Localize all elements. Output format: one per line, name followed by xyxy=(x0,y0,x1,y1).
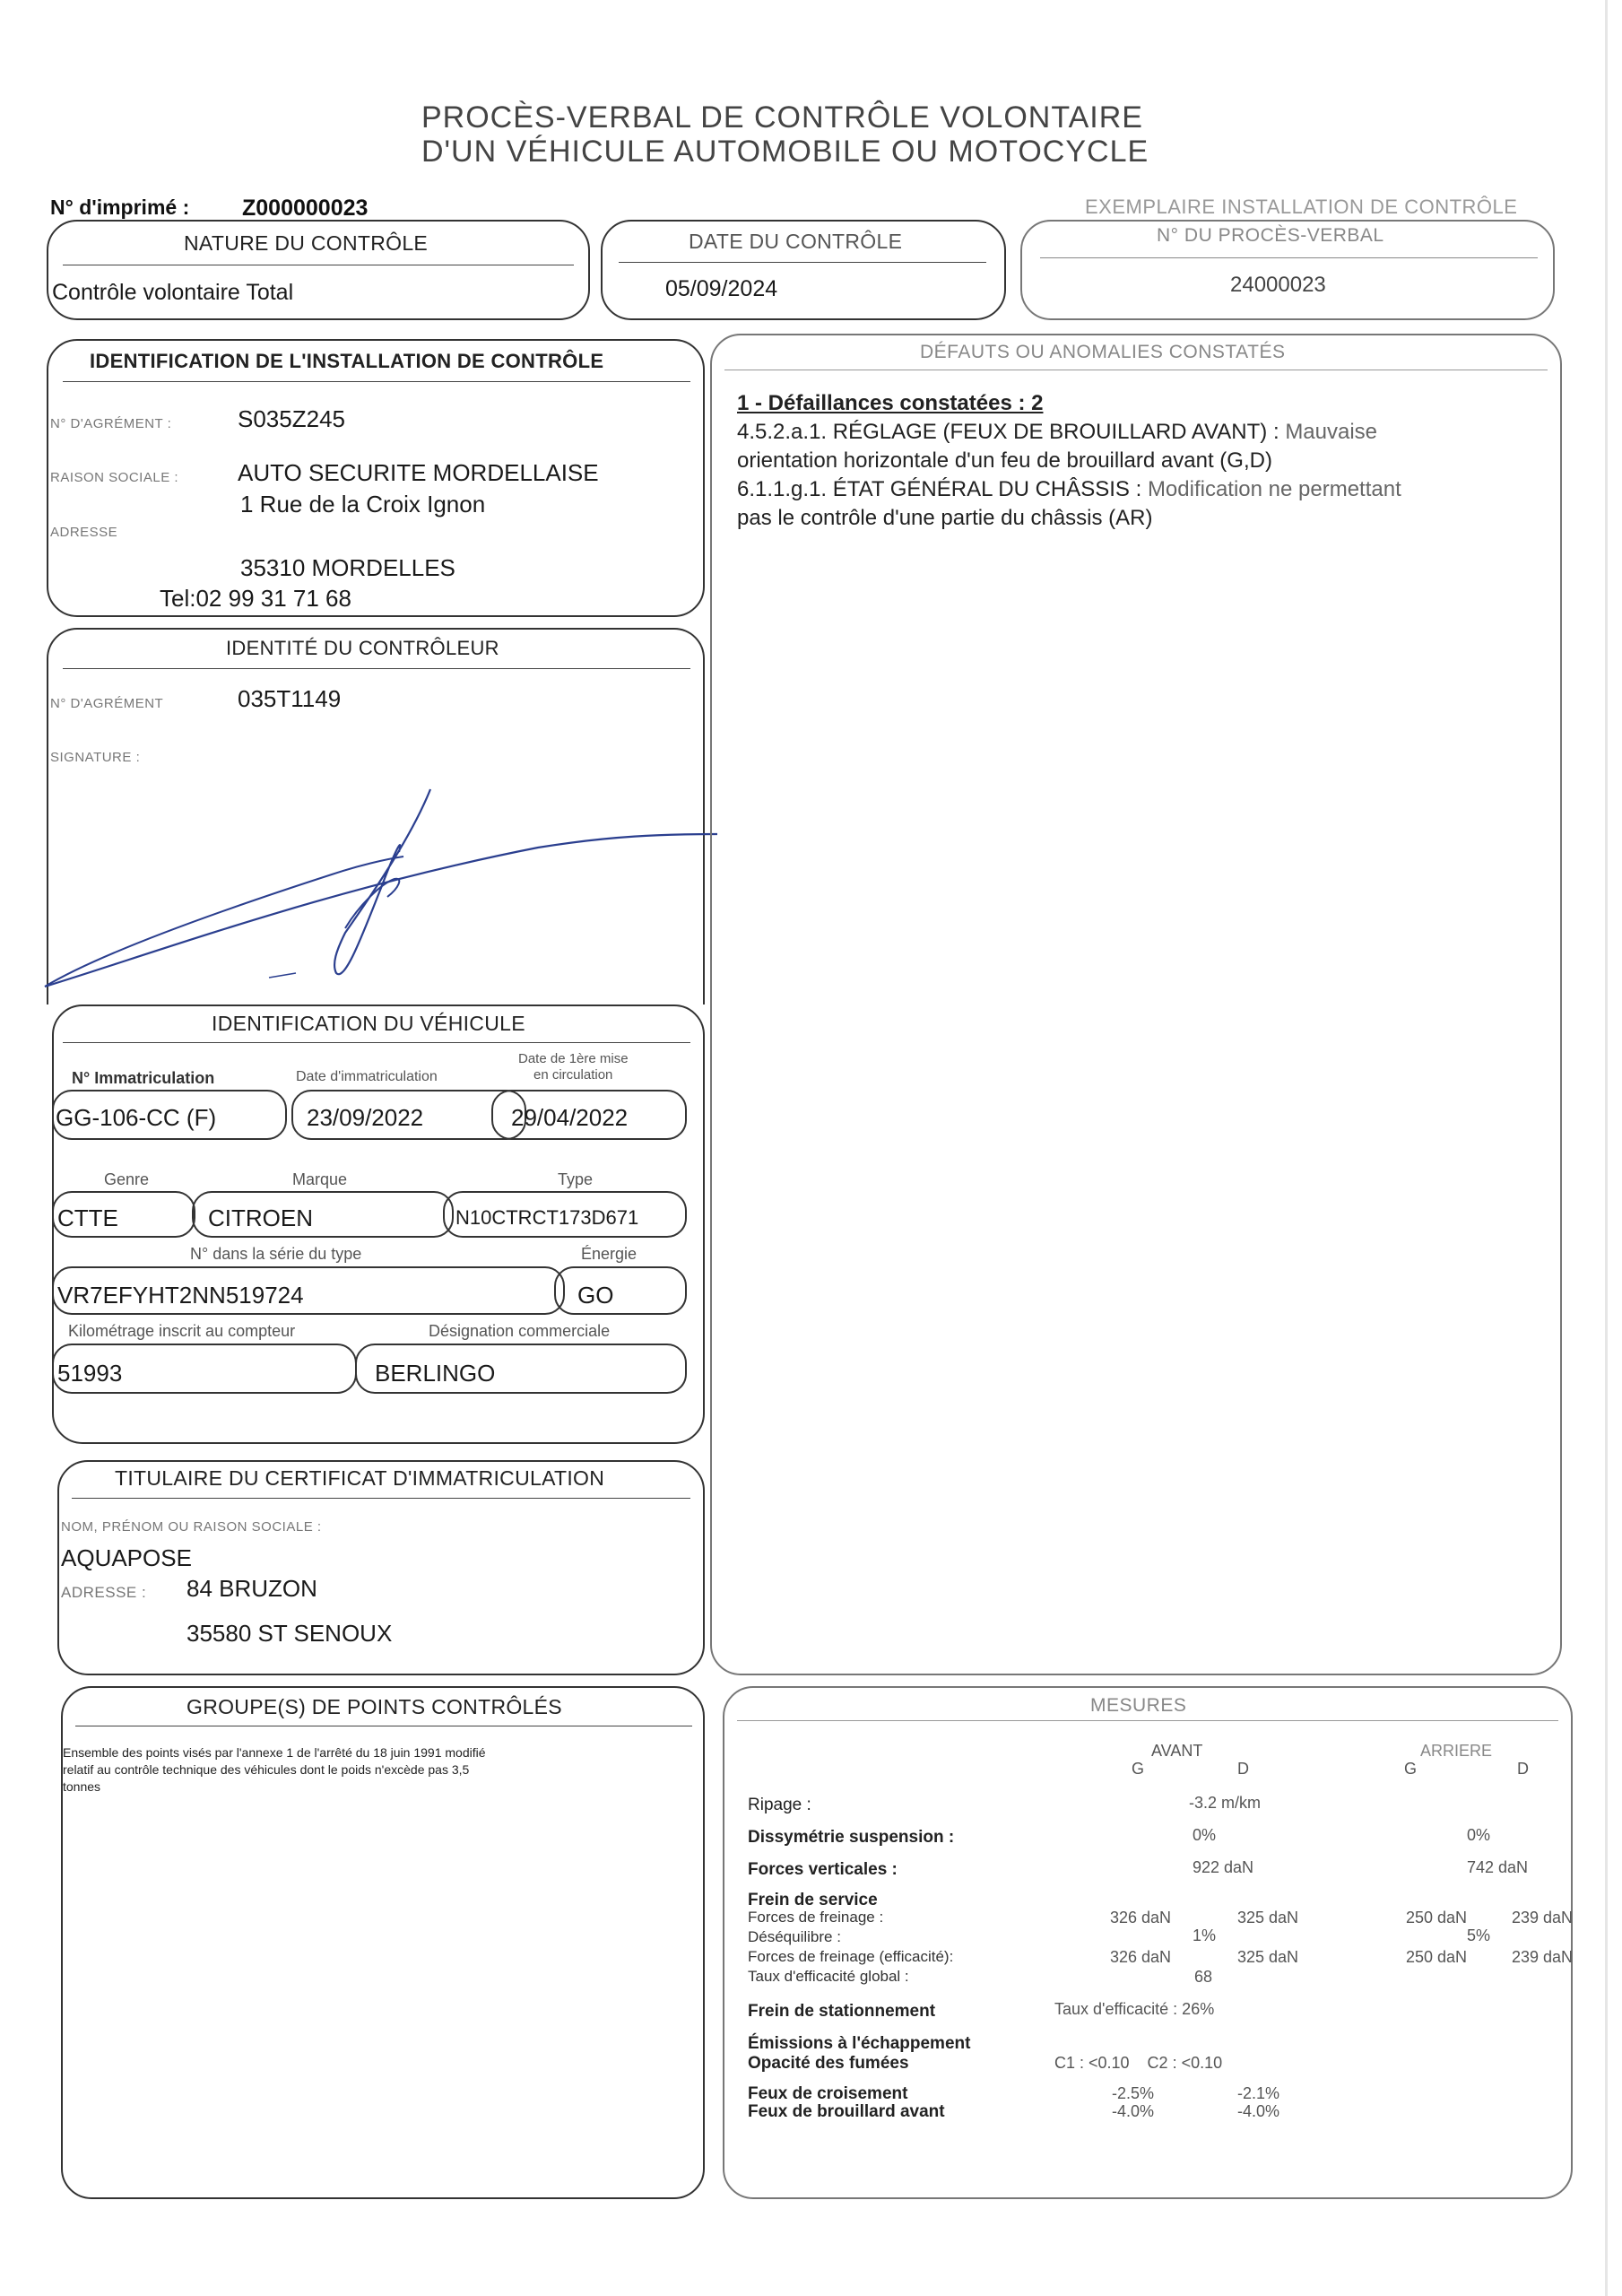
genre-label: Genre xyxy=(104,1170,150,1188)
mesures-divider xyxy=(737,1720,1558,1721)
km-value: 51993 xyxy=(57,1360,123,1387)
vehicule-title: IDENTIFICATION DU VÉHICULE xyxy=(212,1012,525,1035)
genre-value: CTTE xyxy=(57,1205,118,1231)
pv-label: N° DU PROCÈS-VERBAL xyxy=(1157,225,1384,246)
marque-value: CITROEN xyxy=(208,1205,313,1231)
immat-value: GG-106-CC (F) xyxy=(56,1104,217,1131)
forces-verticales-label: Forces verticales : xyxy=(748,1860,898,1879)
type-label: Type xyxy=(558,1170,594,1188)
ripage-value: -3.2 m/km xyxy=(1189,1794,1262,1812)
feux-croisement-g: -2.5% xyxy=(1112,2084,1155,2102)
forces-freinage-label: Forces de freinage : xyxy=(748,1909,884,1926)
forces-verticales-arriere: 742 daN xyxy=(1467,1858,1529,1876)
installation-adresse-line2: 35310 MORDELLES xyxy=(240,554,455,581)
dissymetrie-arriere: 0% xyxy=(1467,1826,1491,1844)
defaut-1-line1 xyxy=(737,420,1377,445)
feux-brouillard-d: -4.0% xyxy=(1237,2102,1280,2120)
emissions-label: Émissions à l'échappement xyxy=(748,2034,971,2053)
controleur-title: IDENTITÉ DU CONTRÔLEUR xyxy=(226,637,499,659)
marque-label: Marque xyxy=(292,1170,348,1188)
opacite-value: C1 : <0.10 C2 : <0.10 xyxy=(1054,2054,1223,2072)
avant-d: D xyxy=(1237,1760,1249,1778)
frein-stationnement-value: Taux d'efficacité : 26% xyxy=(1054,2000,1215,2018)
defaut-2-line1 xyxy=(737,477,1401,502)
ripage-label: Ripage : xyxy=(748,1796,811,1814)
titulaire-nom-label: NOM, PRÉNOM OU RAISON SOCIALE : xyxy=(61,1519,322,1535)
km-label: Kilométrage inscrit au compteur xyxy=(68,1322,296,1340)
defauts-title: DÉFAUTS OU ANOMALIES CONSTATÉS xyxy=(920,342,1286,362)
date-immat-label: Date d'immatriculation xyxy=(296,1069,438,1084)
fe-avant-g: 326 daN xyxy=(1110,1948,1172,1966)
installation-adresse-label: ADRESSE xyxy=(50,525,118,540)
installation-divider xyxy=(63,381,690,382)
date-mise-value: 29/04/2022 xyxy=(511,1104,629,1131)
serie-value: VR7EFYHT2NN519724 xyxy=(57,1282,304,1309)
fe-arriere-d: 239 daN xyxy=(1512,1948,1574,1966)
pv-divider xyxy=(1040,257,1538,258)
signature-image xyxy=(36,771,735,996)
document-title-line1: PROCÈS-VERBAL DE CONTRÔLE VOLONTAIRE xyxy=(421,100,1143,135)
ff-arriere-g: 250 daN xyxy=(1406,1909,1468,1926)
installation-agrement-value: S035Z245 xyxy=(238,405,345,432)
installation-title: IDENTIFICATION DE L'INSTALLATION DE CONTRÔLE xyxy=(90,350,604,372)
serie-label: N° dans la série du type xyxy=(190,1245,362,1263)
forces-efficacite-label: Forces de freinage (efficacité): xyxy=(748,1948,954,1965)
defaut-2-code: 6.1.1.g.1. ÉTAT GÉNÉRAL DU CHÂSSIS : xyxy=(737,477,1142,501)
date-mise-label1: Date de 1ère mise xyxy=(518,1051,629,1066)
energie-value: GO xyxy=(577,1282,614,1309)
controleur-agrement-value: 035T1149 xyxy=(238,685,342,712)
desequilibre-avant: 1% xyxy=(1193,1926,1217,1944)
titulaire-adresse-line1: 84 BRUZON xyxy=(186,1575,317,1602)
energie-label: Énergie xyxy=(581,1245,638,1263)
controleur-divider xyxy=(63,668,690,669)
fe-arriere-g: 250 daN xyxy=(1406,1948,1468,1966)
frein-service-label: Frein de service xyxy=(748,1891,878,1909)
raison-sociale-value: AUTO SECURITE MORDELLAISE xyxy=(238,459,599,486)
designation-value: BERLINGO xyxy=(375,1360,496,1387)
defaut-1-code: 4.5.2.a.1. RÉGLAGE (FEUX DE BROUILLARD AVANT) : xyxy=(737,420,1279,444)
feux-croisement-d: -2.1% xyxy=(1237,2084,1280,2102)
groupes-text xyxy=(63,1744,486,1796)
titulaire-nom-value: AQUAPOSE xyxy=(61,1544,192,1571)
fe-avant-d: 325 daN xyxy=(1237,1948,1299,1966)
immat-label: N° Immatriculation xyxy=(72,1069,215,1087)
feux-croisement-label: Feux de croisement xyxy=(748,2084,908,2103)
imprime-label: N° d'imprimé : xyxy=(50,196,190,219)
feux-brouillard-g: -4.0% xyxy=(1112,2102,1155,2120)
exemplaire-label: EXEMPLAIRE INSTALLATION DE CONTRÔLE xyxy=(1085,196,1518,218)
arriere-g: G xyxy=(1404,1760,1418,1778)
imprime-number: Z000000023 xyxy=(242,196,369,221)
taux-global-label: Taux d'efficacité global : xyxy=(748,1968,909,1985)
opacite-label: Opacité des fumées xyxy=(748,2054,909,2073)
defaut-2-text-b: pas le contrôle d'une partie du châssis (AR) xyxy=(737,506,1153,530)
dissymetrie-label: Dissymétrie suspension : xyxy=(748,1828,955,1847)
groupes-title: GROUPE(S) DE POINTS CONTRÔLÉS xyxy=(186,1695,562,1718)
titulaire-adresse-line2: 35580 ST SENOUX xyxy=(186,1620,393,1647)
titulaire-title: TITULAIRE DU CERTIFICAT D'IMMATRICULATION xyxy=(115,1466,605,1490)
defaut-1-text-b: orientation horizontale d'un feu de brouillard avant (G,D) xyxy=(737,448,1272,473)
dissymetrie-avant: 0% xyxy=(1193,1826,1217,1844)
ff-avant-d: 325 daN xyxy=(1237,1909,1299,1926)
vehicule-divider xyxy=(63,1042,690,1043)
feux-brouillard-label: Feux de brouillard avant xyxy=(748,2102,945,2121)
ff-arriere-d: 239 daN xyxy=(1512,1909,1574,1926)
titulaire-divider xyxy=(72,1498,690,1499)
energie-field xyxy=(554,1266,687,1315)
groupes-text-line2: relatif au contrôle technique des véhicules dont le poids n'excède pas 3,5 xyxy=(63,1762,470,1777)
date-divider xyxy=(619,262,986,263)
date-label: DATE DU CONTRÔLE xyxy=(689,230,903,253)
document-title-line2: D'UN VÉHICULE AUTOMOBILE OU MOTOCYCLE xyxy=(421,135,1149,169)
date-immat-value: 23/09/2022 xyxy=(307,1104,424,1131)
taux-global-value: 68 xyxy=(1194,1968,1213,1986)
arriere-header: ARRIERE xyxy=(1420,1742,1493,1760)
arriere-d: D xyxy=(1517,1760,1529,1778)
type-value: N10CTRCT173D671 xyxy=(455,1206,639,1229)
installation-tel: Tel:02 99 31 71 68 xyxy=(160,585,351,612)
date-value: 05/09/2024 xyxy=(665,276,778,301)
defaut-1-text-a: Mauvaise xyxy=(1285,420,1378,444)
forces-verticales-avant: 922 daN xyxy=(1193,1858,1254,1876)
desequilibre-label: Déséquilibre : xyxy=(748,1928,841,1945)
controleur-agrement-label: N° D'AGRÉMENT xyxy=(50,696,164,711)
mesures-title: MESURES xyxy=(1090,1695,1187,1716)
installation-agrement-label: N° D'AGRÉMENT : xyxy=(50,416,172,431)
ff-avant-g: 326 daN xyxy=(1110,1909,1172,1926)
mesures-box xyxy=(723,1686,1573,2199)
installation-adresse-line1: 1 Rue de la Croix Ignon xyxy=(240,491,486,517)
designation-label: Désignation commerciale xyxy=(429,1322,611,1340)
titulaire-adresse-label: ADRESSE : xyxy=(61,1584,147,1601)
pv-value: 24000023 xyxy=(1230,273,1326,297)
defauts-heading: 1 - Défaillances constatées : 2 xyxy=(737,391,1044,415)
page-edge xyxy=(1605,0,1608,2296)
desequilibre-arriere: 5% xyxy=(1467,1926,1491,1944)
groupes-text-line1: Ensemble des points visés par l'annexe 1 de l'arrêté du 18 juin 1991 modifié xyxy=(63,1745,486,1760)
avant-g: G xyxy=(1132,1760,1145,1778)
signature-label: SIGNATURE : xyxy=(50,750,141,765)
groupes-text-line3: tonnes xyxy=(63,1779,101,1794)
nature-label: NATURE DU CONTRÔLE xyxy=(184,231,429,255)
raison-sociale-label: RAISON SOCIALE : xyxy=(50,470,179,485)
defaut-2-text-a: Modification ne permettant xyxy=(1147,477,1401,501)
date-mise-label2: en circulation xyxy=(533,1067,613,1083)
nature-value: Contrôle volontaire Total xyxy=(52,280,294,305)
defauts-box xyxy=(710,334,1562,1675)
frein-stationnement-label: Frein de stationnement xyxy=(748,2002,936,2021)
avant-header: AVANT xyxy=(1151,1742,1203,1760)
